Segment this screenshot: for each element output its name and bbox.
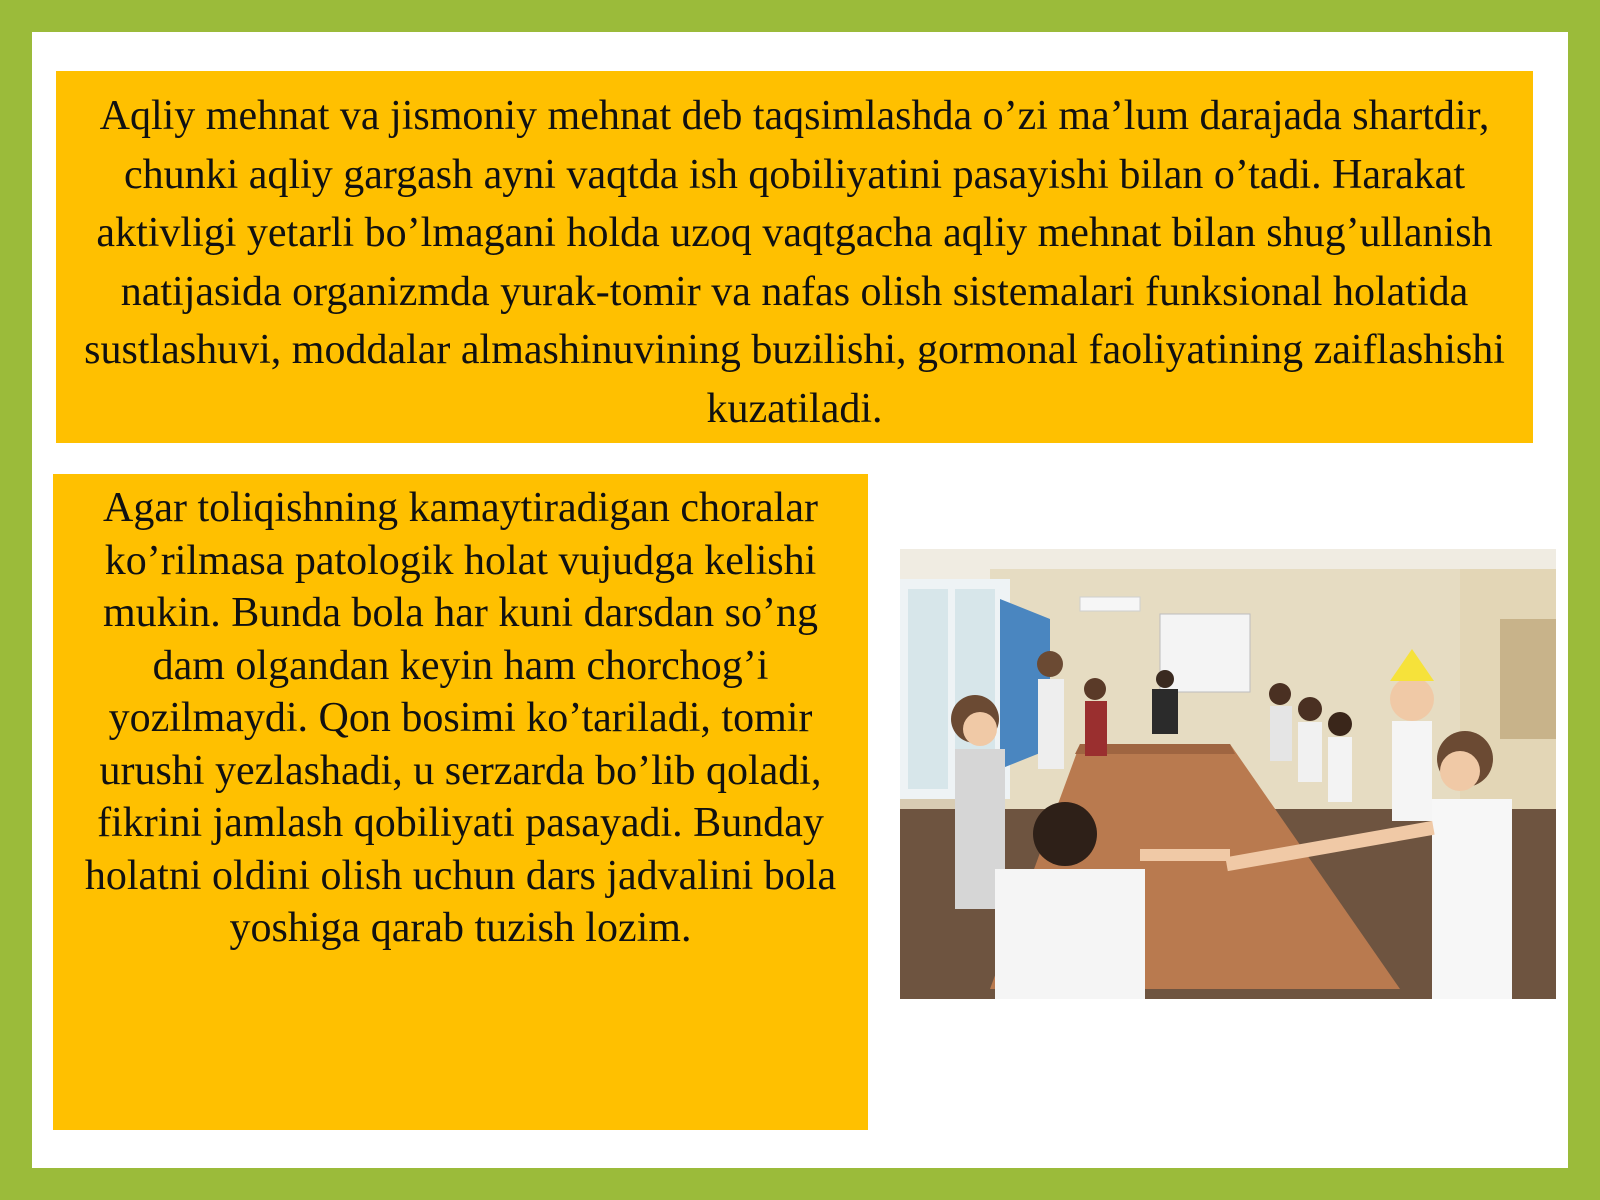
slide xyxy=(32,32,1568,1168)
left-paragraph: Agar toliqishning kamaytiradigan choralar ko’rilmasa patologik holat vujudga kelishi mukin. Bunda bola har kuni darsdan so’ng dam olgandan keyin ham chorchog’i yozilmaydi. Qon bosimi ko’tariladi, tomir urushi yezlashadi, u serzarda bo’lib qoladi, fikrini jamlash qobiliyati pasayadi. Bunday holatni oldini olish uchun dars jadvalini bola yoshiga qarab tuzish lozim. xyxy=(84,485,837,951)
left-text-box xyxy=(53,474,868,1130)
top-text-box xyxy=(56,71,1533,443)
classroom-photo xyxy=(900,549,1556,999)
classroom-photo-illustration xyxy=(900,549,1556,999)
top-paragraph: Aqliy mehnat va jismoniy mehnat deb taqsimlashda o’zi ma’lum darajada shartdir, chunki aqliy gargash ayni vaqtda ish qobiliyatini pasayishi bilan o’tadi. Harakat aktivligi yetarli bo’lmagani holda uzoq vaqtgacha aqliy mehnat bilan shug’ullanish natijasida organizmda yurak-tomir va nafas olish sistemalari funksional holatida sustlashuvi, moddalar almashinuvining buzilishi, gormonal faoliyatining zaiflashishi kuzatiladi. xyxy=(84,93,1505,432)
